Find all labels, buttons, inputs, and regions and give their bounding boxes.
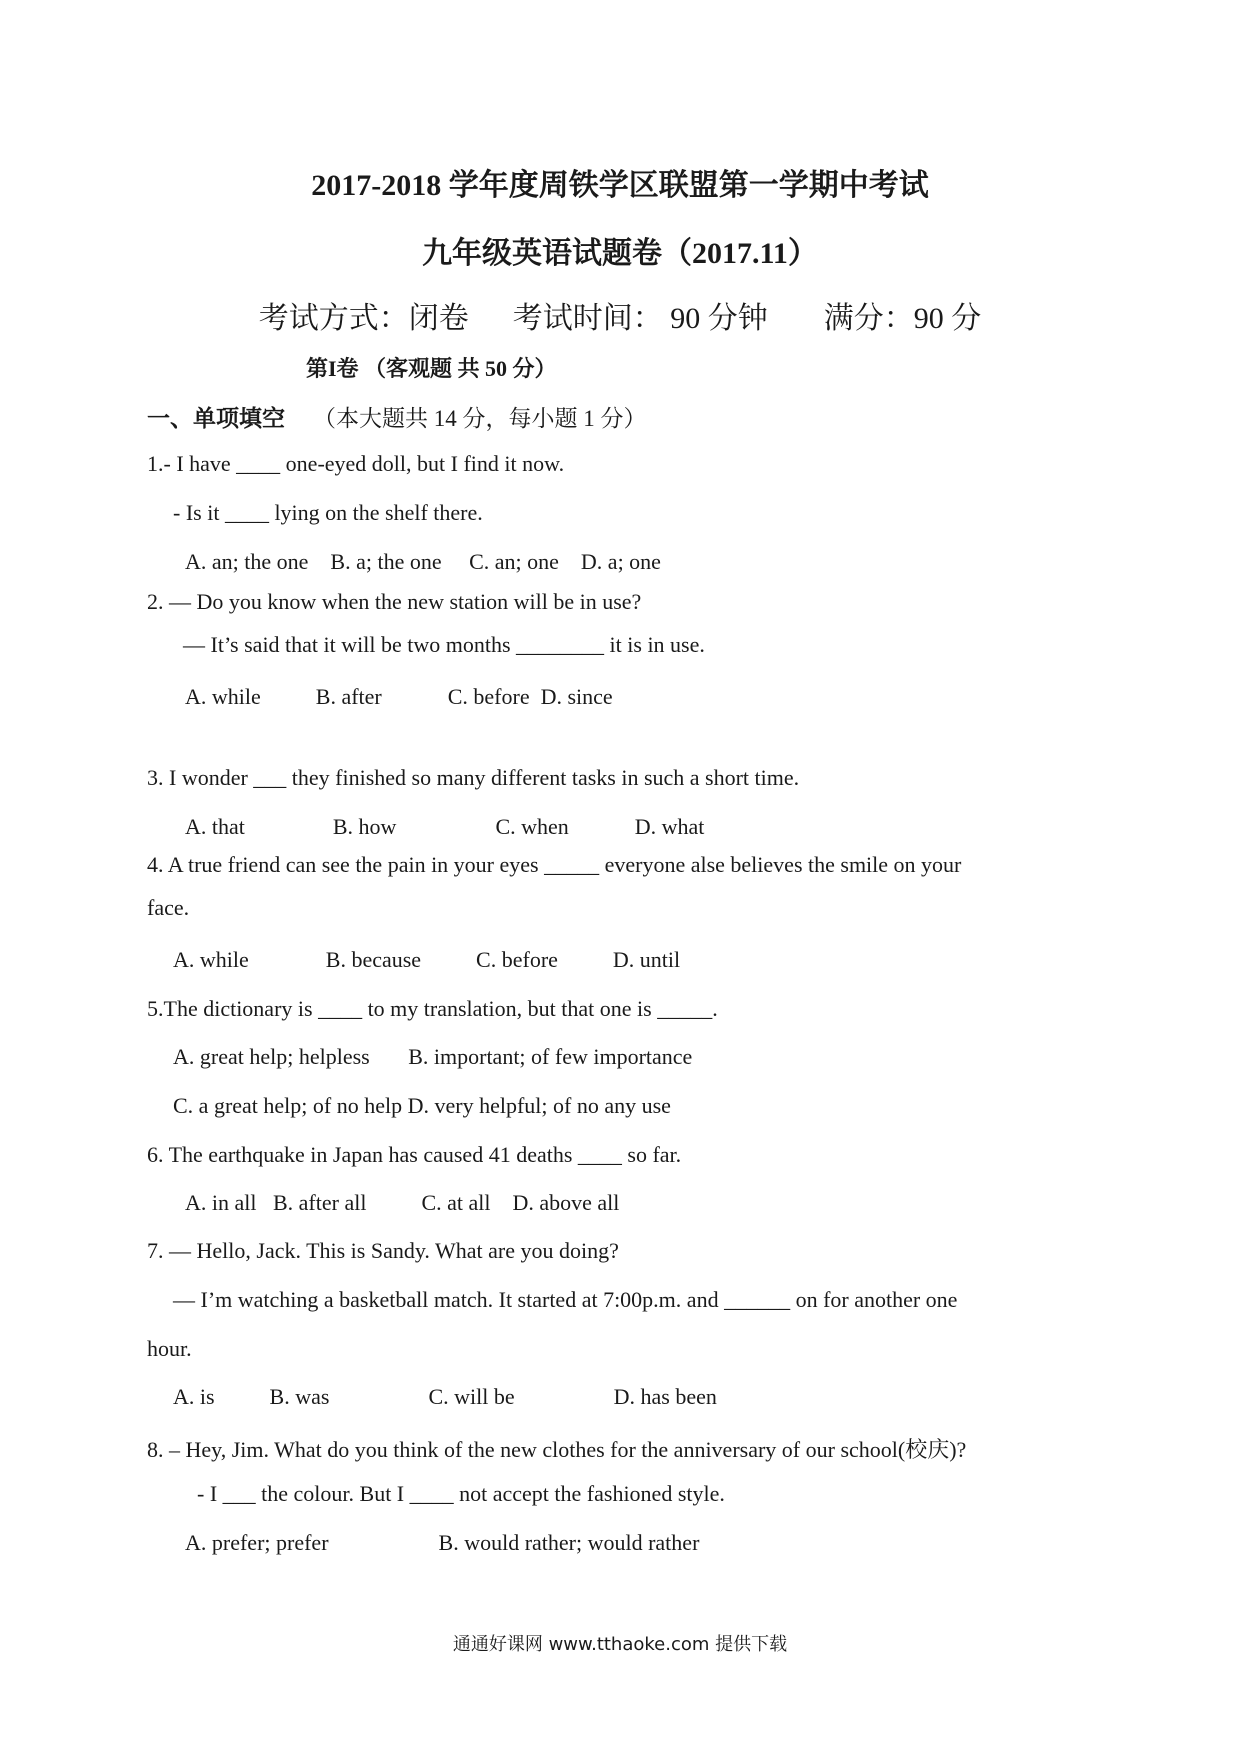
q4-options: A. while B. because C. before D. until	[173, 947, 681, 972]
part-heading	[147, 400, 647, 433]
q4-stem2: face.	[147, 895, 190, 920]
part-note: （本大题共 14 分，每小题 1 分）	[313, 406, 647, 431]
q1-options: A. an; the one B. a; the one C. an; one D. a; one	[185, 549, 661, 574]
page-title: 2017-2018 学年度周铁学区联盟第一学期中考试	[311, 169, 929, 202]
volume-heading: 第I卷 （客观题 共 50 分）	[306, 356, 557, 381]
exam-time: 考试时间： 90 分钟	[512, 302, 768, 335]
q7-stem2: — I’m watching a basketball match. It started at 7:00p.m. and ______ on for another one	[173, 1287, 958, 1312]
q2-stem: 2. — Do you know when the new station will be in use?	[147, 589, 642, 614]
q7-stem3: hour.	[147, 1336, 192, 1361]
q3-stem: 3. I wonder ___ they finished so many different tasks in such a short time.	[147, 765, 800, 790]
q5-stem: 5.The dictionary is ____ to my translation, but that one is _____.	[147, 996, 718, 1021]
q5-options2: C. a great help; of no help D. very helpful; of no any use	[173, 1093, 671, 1118]
q1-stem: 1.- I have ____ one-eyed doll, but I find it now.	[147, 451, 565, 476]
q6-options: A. in all B. after all C. at all D. above all	[185, 1190, 620, 1215]
q8-stem: 8. – Hey, Jim. What do you think of the new clothes for the anniversary of our school(校庆)?	[147, 1437, 967, 1462]
page-subtitle: 九年级英语试题卷（2017.11）	[422, 237, 818, 270]
q3-options: A. that B. how C. when D. what	[185, 814, 705, 839]
footer-credit: 通通好课网 www.tthaoke.com 提供下载	[452, 1634, 788, 1655]
q8-stem2: - I ___ the colour. But I ____ not accept the fashioned style.	[197, 1481, 725, 1506]
q1-stem2: - Is it ____ lying on the shelf there.	[173, 500, 483, 525]
q7-stem: 7. — Hello, Jack. This is Sandy. What are you doing?	[147, 1238, 619, 1263]
q2-stem2: — It’s said that it will be two months ________ it is in use.	[183, 632, 705, 657]
q8-options: A. prefer; prefer B. would rather; would rather	[185, 1530, 700, 1555]
exam-method: 考试方式：闭卷	[258, 302, 469, 335]
q2-options: A. while B. after C. before D. since	[185, 684, 613, 709]
q6-stem: 6. The earthquake in Japan has caused 41 deaths ____ so far.	[147, 1142, 682, 1167]
exam-info	[0, 293, 1240, 337]
q5-options: A. great help; helpless B. important; of few importance	[173, 1044, 693, 1069]
part-title: 一、单项填空	[147, 406, 285, 431]
q4-stem: 4. A true friend can see the pain in your eyes _____ everyone alse believes the smile on your	[147, 852, 962, 877]
full-score: 满分：90 分	[823, 302, 982, 335]
q7-options: A. is B. was C. will be D. has been	[173, 1384, 717, 1409]
